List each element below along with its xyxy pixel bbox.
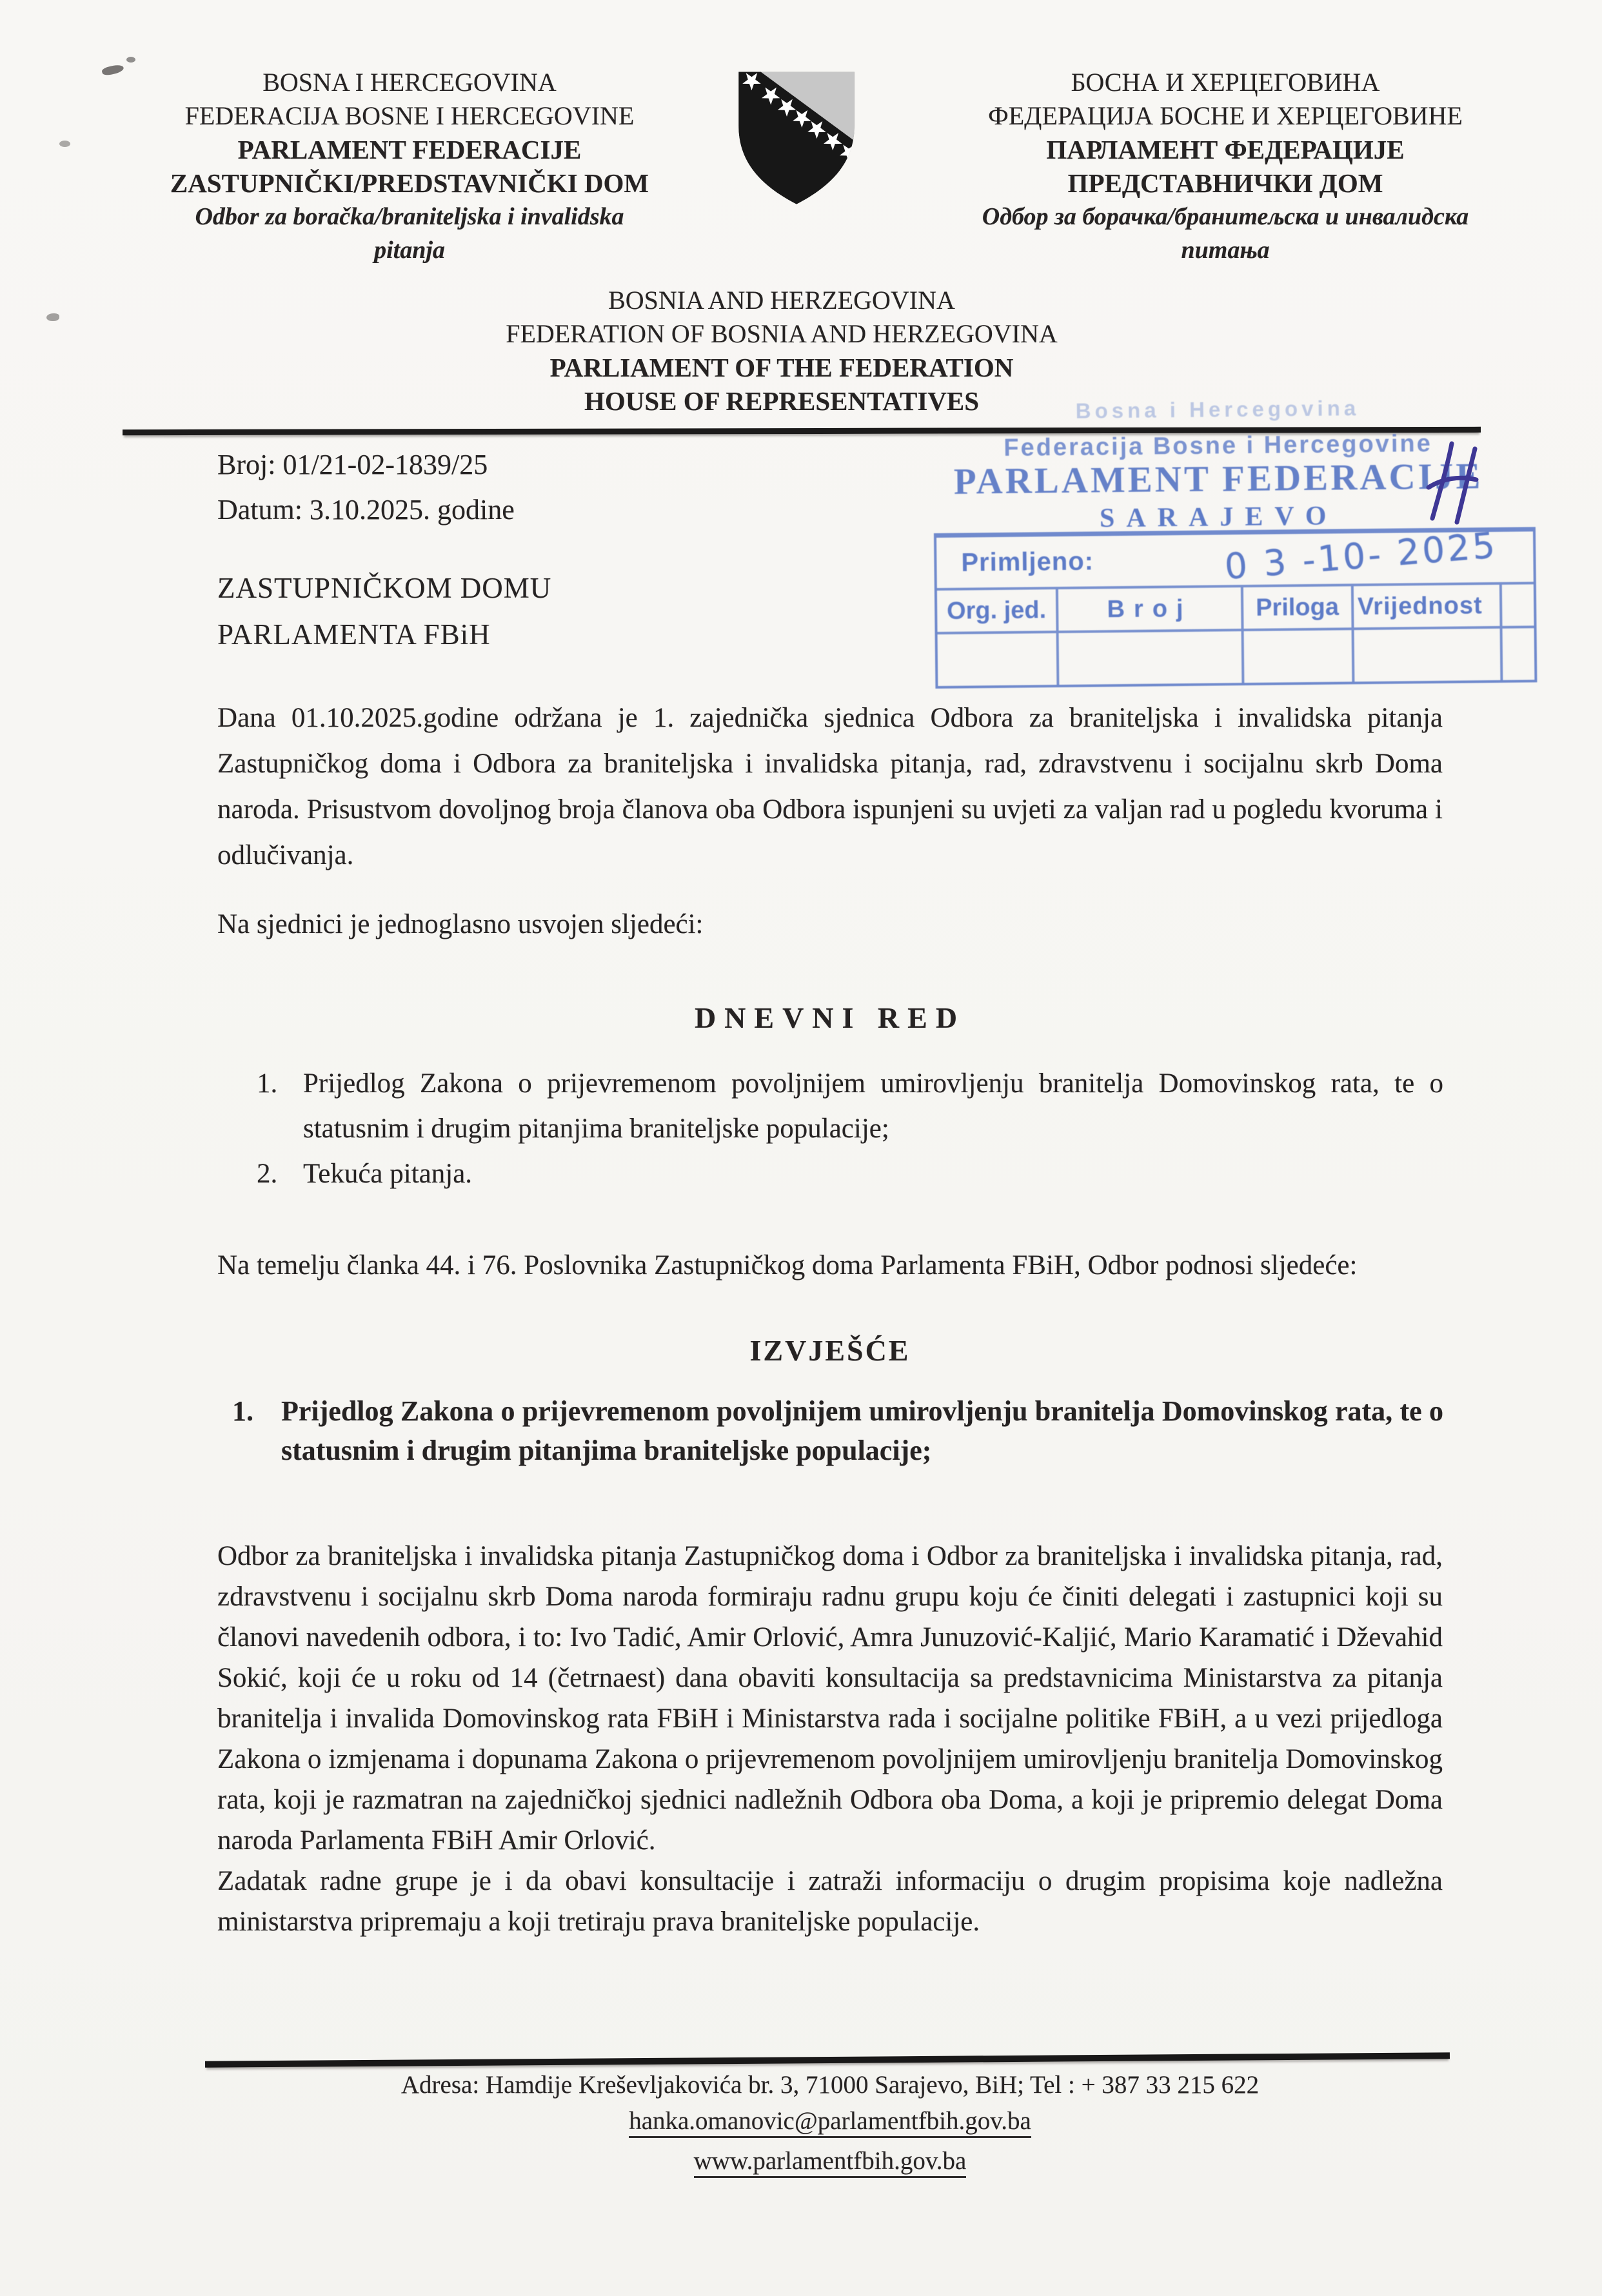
- agenda-item-number: 2.: [257, 1159, 278, 1189]
- agenda-title: DNEVNI RED: [694, 1001, 966, 1034]
- stamp-federation-line: Federacija Bosne i Hercegovine: [1004, 429, 1432, 462]
- stamp-empty-cell: [1058, 631, 1244, 685]
- report-item: [232, 1391, 1443, 1470]
- footer-divider-rule: [205, 2052, 1450, 2067]
- letterhead-line: Одбор за борачка/бранитељска и инвалидска: [982, 203, 1469, 230]
- stamp-col-vrijednost: Vrijednost: [1354, 585, 1503, 627]
- agenda-item-text: Tekuća pitanja.: [303, 1159, 473, 1189]
- agenda-item: [257, 1152, 1443, 1197]
- letterhead-line: PARLIAMENT OF THE FEDERATION: [549, 353, 1014, 382]
- stamp-empty-cell: [938, 633, 1060, 686]
- stamp-col-org-jed: Org. jed.: [937, 589, 1058, 632]
- scan-speck: [126, 57, 135, 63]
- coat-of-arms-icon: [727, 64, 865, 211]
- stamp-empty-cell: [1503, 628, 1535, 680]
- letterhead-line: ZASTUPNIČKI/PREDSTAVNIČKI DOM: [170, 168, 649, 198]
- recipient-block: [217, 565, 551, 658]
- stamp-col-sliver: [1502, 584, 1534, 626]
- letterhead-line: BOSNA I HERCEGOVINA: [262, 68, 557, 97]
- reference-block: [217, 442, 515, 533]
- paragraph-task: Zadatak radne grupe je i da obavi konsultacije i zatraži informaciju o drugim propisima koje nadležna ministarstva pripremaju a koji tretiraju prava braniteljske populacije.: [217, 1866, 1443, 1937]
- stamp-country-line: Bosna i Hercegovina: [1075, 396, 1360, 423]
- footer-address: Adresa: Hamdije Kreševljakovića br. 3, 71000 Sarajevo, BiH; Tel : + 387 33 215 622: [400, 2071, 1260, 2099]
- received-stamp: [915, 384, 1576, 687]
- reference-date: Datum: 3.10.2025. godine: [217, 494, 515, 525]
- letterhead-line: pitanja: [374, 237, 445, 264]
- letterhead-line: питања: [1181, 237, 1270, 264]
- agenda-item: [257, 1061, 1443, 1152]
- letterhead-line: BOSNIA AND HERZEGOVINA: [608, 286, 955, 315]
- stamp-col-priloga: Priloga: [1243, 586, 1354, 629]
- stamp-empty-cell: [1243, 630, 1354, 683]
- report-item-text: Prijedlog Zakona o prijevremenom povoljnijem umirovljenju branitelja Domovinskog rata, te o statusnim i drugim pitanjima braniteljske populacije;: [281, 1395, 1443, 1466]
- scan-speck: [59, 141, 70, 147]
- stamp-header-row: [937, 584, 1534, 634]
- report-title: IZVJEŠĆE: [749, 1334, 911, 1367]
- legal-basis-line: Na temelju članka 44. i 76. Poslovnika Zastupničkog doma Parlamenta FBiH, Odbor podnosi sljedeće:: [217, 1250, 1358, 1280]
- stamp-received-label: Primljeno:: [961, 546, 1094, 577]
- letterhead-line: FEDERATION OF BOSNIA AND HERZEGOVINA: [506, 319, 1058, 348]
- report-body: [217, 1536, 1443, 1942]
- letterhead-cyrillic: [903, 66, 1548, 267]
- footer-block: [217, 2072, 1443, 2186]
- stamp-empty-cell: [1354, 629, 1503, 682]
- paragraph-working-group: Odbor za braniteljska i invalidska pitanja Zastupničkog doma i Odbor za braniteljska i invalidska pitanja, rad, zdravstvenu i socijalnu skrb Doma naroda formiraju radnu grupu koju će činiti delegati i zastupnici koji su članovi navedenih odbora, i to: Ivo Tadić, Amir Orlović, Amra Junuzović-Kaljić, Mario Karamatić i Dževahid Sokić, koji će u roku od 14 (četrnaest) dana obaviti konsultacija sa predstavnicima Ministarstva za pitanja branitelja i invalida Domovinskog rata FBiH i Ministarstva rada i socijalne politike FBiH, a u vezi prijedloga Zakona o izmjenama i dopunama Zakona o prijevremenom povoljnijem umirovljenju branitelja Domovinskog rata, koji je razmatran na zajedničkoj sjednici nadležnih Odbora oba Doma, a koji je pripremio delegat Doma naroda Parlamenta FBiH Amir Orlović.: [217, 1541, 1443, 1856]
- letterhead-line: БОСНА И ХЕРЦЕГОВИНА: [1071, 68, 1380, 97]
- footer-email: hanka.omanovic@parlamentfbih.gov.ba: [629, 2108, 1031, 2138]
- footer-website: www.parlamentfbih.gov.ba: [694, 2148, 967, 2178]
- agenda-item-text: Prijedlog Zakona o prijevremenom povoljnijem umirovljenju branitelja Domovinskog rata, te o statusnim i drugim pitanjima braniteljske populacije;: [303, 1068, 1443, 1144]
- adoption-line: Na sjednici je jednoglasno usvojen sljedeći:: [217, 909, 704, 939]
- scan-speck: [46, 313, 59, 321]
- agenda-list: [257, 1061, 1443, 1197]
- reference-number: Broj: 01/21-02-1839/25: [217, 449, 488, 480]
- stamp-empty-row: [938, 628, 1535, 686]
- stamp-col-broj: Broj: [1058, 587, 1244, 631]
- stamp-city-line: SARAJEVO: [1099, 501, 1338, 534]
- letterhead-line: HOUSE OF REPRESENTATIVES: [584, 386, 980, 416]
- letterhead-line: ПРЕДСТАВНИЧКИ ДОМ: [1067, 168, 1383, 198]
- handwritten-mark-H: [1422, 438, 1487, 525]
- recipient-line: PARLAMENTA FBiH: [217, 618, 491, 651]
- letterhead-line: PARLAMENT FEDERACIJE: [237, 135, 582, 164]
- recipient-line: ZASTUPNIČKOM DOMU: [217, 572, 552, 604]
- letterhead-latin: [90, 66, 729, 267]
- agenda-item-number: 1.: [257, 1068, 278, 1099]
- letterhead-line: Odbor za boračka/braniteljska i invalidska: [195, 203, 624, 230]
- letterhead-line: ПАРЛАМЕНТ ФЕДЕРАЦИЈЕ: [1046, 135, 1405, 164]
- report-item-number: 1.: [232, 1395, 253, 1427]
- stamp-date: 0 3 -10- 2025: [1223, 524, 1499, 588]
- paragraph-session-summary: Dana 01.10.2025.godine održana je 1. zajednička sjednica Odbora za braniteljska i invalidska pitanja Zastupničkog doma i Odbora za braniteljska i invalidska pitanja, rad, zdravstvenu i socijalnu skrb Doma naroda. Prisustvom dovoljnog broja članova oba Odbora ispunjeni su uvjeti za valjan rad u pogledu kvoruma i odlučivanja.: [217, 703, 1443, 870]
- letterhead-line: FEDERACIJA BOSNE I HERCEGOVINE: [184, 101, 635, 130]
- stamp-parliament-line: PARLAMENT FEDERACIJE: [953, 456, 1483, 502]
- letterhead-line: ФЕДЕРАЦИЈА БОСНЕ И ХЕРЦЕГОВИНЕ: [988, 101, 1463, 130]
